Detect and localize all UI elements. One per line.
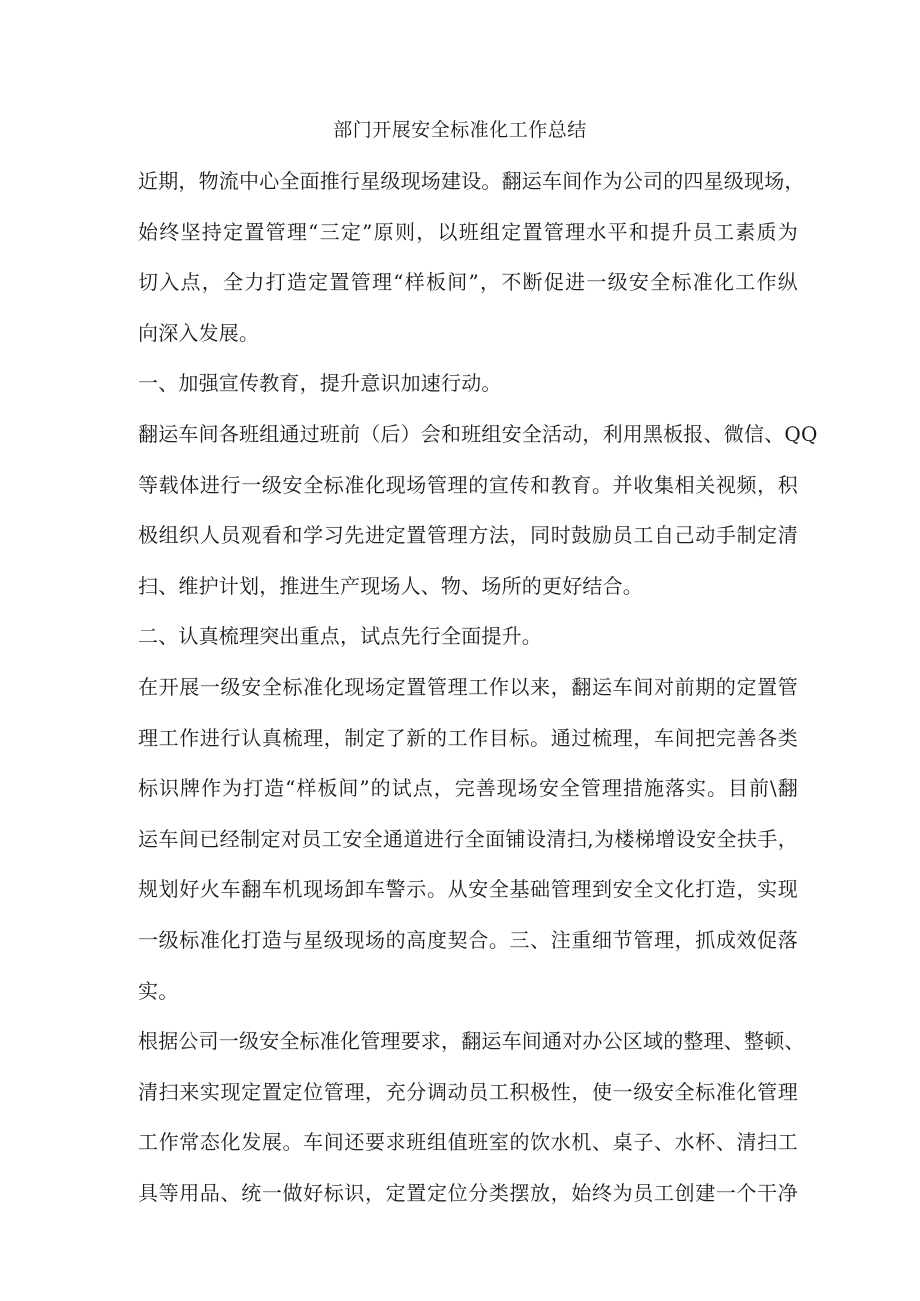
text-line: 实。 [138, 978, 179, 1003]
text-line: 一级标准化打造与星级现场的高度契合。三、注重细节管理，抓成效促落 [138, 927, 798, 952]
text-line: 工作常态化发展。车间还要求班组值班室的饮水机、桌子、水杯、清扫工 [138, 1130, 798, 1155]
text-line: 翻运车间各班组通过班前（后）会和班组安全活动，利用黑板报、微信、QQ [138, 421, 818, 446]
section-heading-1: 一、加强宣传教育，提升意识加速行动。 [138, 371, 502, 396]
text-line: 扫、维护计划，推进生产现场人、物、场所的更好结合。 [138, 573, 643, 598]
text-line: 始终坚持定置管理“三定”原则，以班组定置管理水平和提升员工素质为 [138, 219, 798, 244]
text-line: 标识牌作为打造“样板间”的试点，完善现场安全管理措施落实。目前\翻 [138, 776, 798, 801]
text-line: 根据公司一级安全标准化管理要求，翻运车间通对办公区域的整理、整顿、 [138, 1029, 805, 1054]
text-line: 等载体进行一级安全标准化现场管理的宣传和教育。并收集相关视频，积 [138, 472, 798, 497]
text-line: 理工作进行认真梳理，制定了新的工作目标。通过梳理，车间把完善各类 [138, 725, 798, 750]
document-title: 部门开展安全标准化工作总结 [333, 119, 587, 141]
text-line: 运车间已经制定对员工安全通道进行全面铺设清扫,为楼梯增设安全扶手， [138, 826, 798, 851]
text-line: 近期，物流中心全面推行星级现场建设。翻运车间作为公司的四星级现场， [138, 169, 805, 193]
text-line: 具等用品、统一做好标识，定置定位分类摆放，始终为员工创建一个干净 [138, 1180, 798, 1205]
document-body [138, 156, 818, 1218]
text-line: 向深入发展。 [138, 320, 260, 345]
text-line: 规划好火车翻车机现场卸车警示。从安全基础管理到安全文化打造，实现 [138, 877, 798, 902]
text-line: 清扫来实现定置定位管理，充分调动员工积极性，使一级安全标准化管理 [138, 1079, 798, 1104]
section-heading-2: 二、认真梳理突出重点，试点先行全面提升。 [138, 624, 542, 649]
text-line: 在开展一级安全标准化现场定置管理工作以来，翻运车间对前期的定置管 [138, 674, 798, 699]
text-line: 切入点，全力打造定置管理“样板间”，不断促进一级安全标准化工作纵 [138, 270, 798, 295]
text-line: 极组织人员观看和学习先进定置管理方法，同时鼓励员工自己动手制定清 [138, 523, 798, 548]
